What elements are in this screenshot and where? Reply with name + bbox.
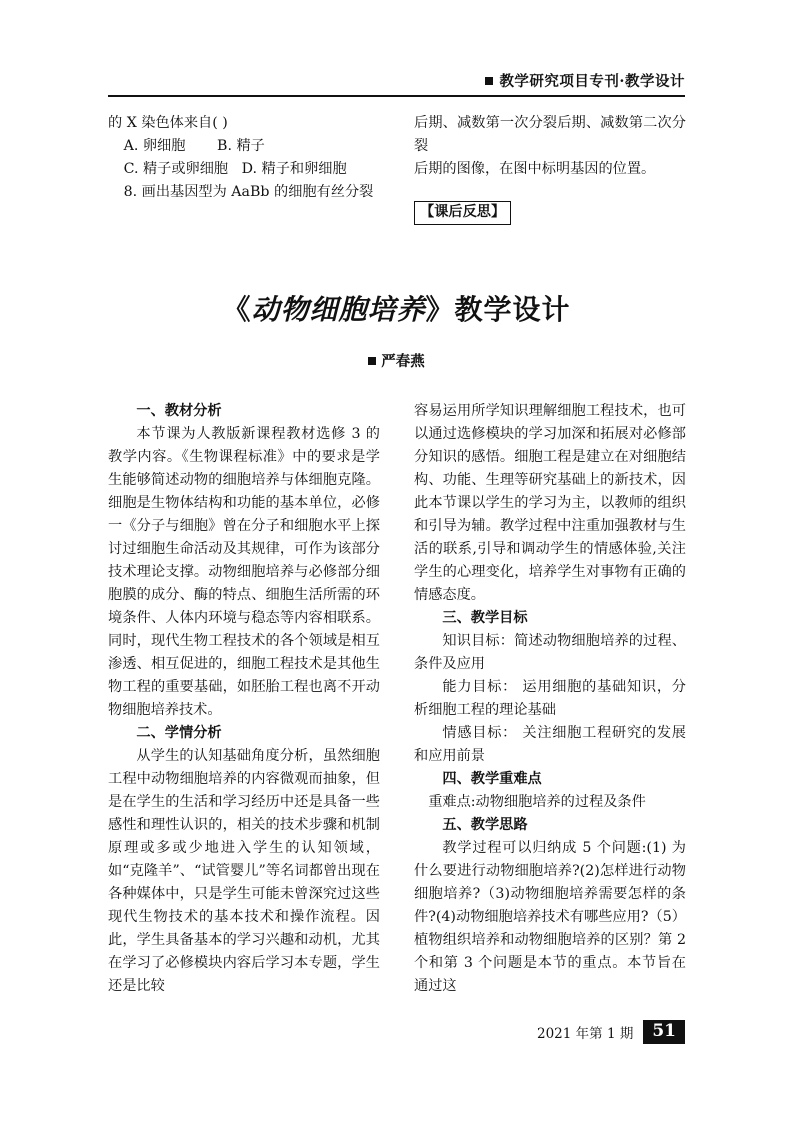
paragraph: 重难点:动物细胞培养的过程及条件 [428,794,646,810]
option-d: D. 精子和卵细胞 [241,161,347,177]
title-open-bracket: 《 [222,293,252,326]
paragraph: 从学生的认知基础角度分析，虽然细胞工程中动物细胞培养的内容微观而抽象，但是在学生的生活和学习经历中还是具备一些感性和理性认识的，相关的技术步骤和机制原理或多或少地进入学生的认知领域，如“克隆羊”、“试管婴儿”等名词都曾出现在各种媒体中，只是学生可能未曾深究过这些现代生物技术的基本技术和操作流程。因此，学生具备基本的学习兴趣和动机，尤其在学习了必修模块内容后学习本专题，学生还是比较 [108,748,380,994]
answer-line-1: 后期、减数第一次分裂后期、减数第二次分裂 [414,115,686,154]
question-8: 8. 画出基因型为 AaBb 的细胞有丝分裂 [123,184,374,200]
page-number: 51 [643,1020,685,1044]
section-heading-5: 五、教学思路 [442,817,528,833]
square-bullet-icon [485,77,493,85]
running-head-text: 教学研究项目专刊·教学设计 [499,73,685,90]
paragraph: 本节课为人教版新课程教材选修 3 的教学内容。《生物课程标准》中的要求是学生能够简述动物的细胞培养与体细胞克隆。细胞是生物体结构和功能的基本单位，必修一《分子与细胞》曾在分子和细胞水平上探讨过细胞生命活动及其规律，可作为该部分技术理论支撑。动物细胞培养与必修部分细胞膜的成分、酶的特点、细胞生活所需的环境条件、人体内环境与稳态等内容相联系。同时，现代生物工程技术的各个领域是相互渗透、相互促进的，细胞工程技术是其他生物工程的重要基础，如胚胎工程也离不开动物细胞培养技术。 [108,426,380,718]
section-heading-4: 四、教学重难点 [442,771,542,787]
top-left-column [108,112,380,204]
author-name: 严春燕 [381,353,425,370]
paragraph: 教学过程可以归纳成 5 个问题:(1) 为什么要进行动物细胞培养?(2)怎样进行动物细胞培养?（3)动物细胞培养需要怎样的条件?(4)动物细胞培养技术有哪些应用?（5）植物组织培养和动物细胞培养的区别？第 2 个和第 3 个问题是本节的重点。本节旨在通过这 [414,840,686,994]
running-head [485,70,685,91]
title-main: 动物细胞培养 [251,293,426,326]
title-suffix: 教学设计 [454,293,571,326]
article-body [108,400,686,1000]
paragraph: 知识目标：简述动物细胞培养的过程、条件及应用 [414,633,686,672]
option-c: C. 精子或卵细胞 D. 精子和卵细胞 [123,161,347,177]
question-stem-line: 的 X 染色体来自( ) [108,115,228,131]
header-divider [108,95,685,97]
title-close-bracket: 》 [425,293,455,326]
issue-label: 2021 年第 1 期 [537,1026,634,1042]
page-title [108,288,685,328]
option-a: A. 卵细胞 B. 精子 [123,138,265,154]
paragraph: 能力目标： 运用细胞的基础知识，分析细胞工程的理论基础 [414,679,686,718]
body-right-column [414,400,686,998]
reflection-label: 【课后反思】 [414,201,511,225]
option-b: B. 精子 [217,138,265,154]
paragraph: 容易运用所学知识理解细胞工程技术，也可以通过选修模块的学习加深和拓展对必修部分知识的感悟。细胞工程是建立在对细胞结构、功能、生理等研究基础上的新技术，因此本节课以学生的学习为主，以教师的组织和引导为辅。教学过程中注重加强教材与生活的联系,引导和调动学生的情感体验,关注学生的心理变化，培养学生对事物有正确的情感态度。 [414,403,686,603]
page-footer [537,1020,685,1044]
article-title-block [108,288,685,371]
author-byline [108,350,685,371]
answer-line-2: 后期的图像，在图中标明基因的位置。 [414,161,656,177]
section-heading-3: 三、教学目标 [442,610,528,626]
top-right-column [414,112,686,225]
body-left-column [108,400,380,998]
paragraph: 情感目标： 关注细胞工程研究的发展和应用前景 [414,725,686,764]
section-heading-1: 一、教材分析 [136,403,222,419]
section-heading-2: 二、学情分析 [136,725,222,741]
square-bullet-icon [368,357,376,365]
